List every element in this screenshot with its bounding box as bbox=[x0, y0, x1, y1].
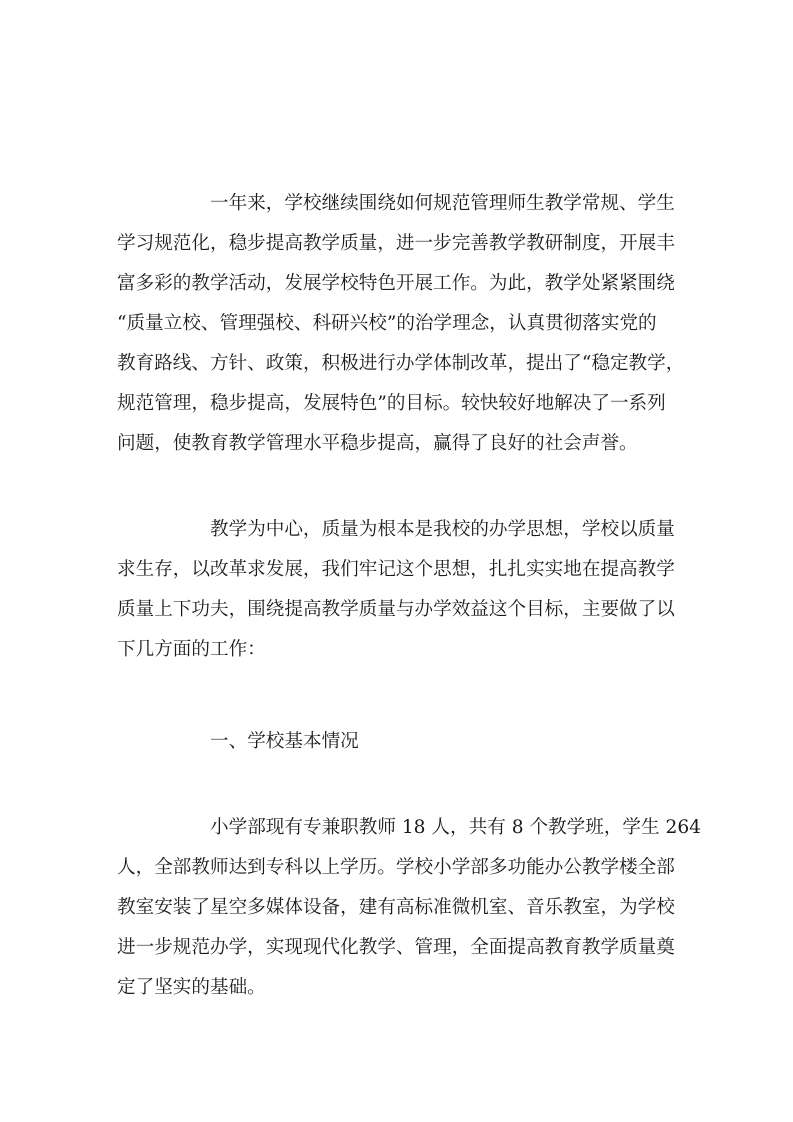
paragraph-intro bbox=[117, 184, 697, 464]
section-heading bbox=[117, 722, 697, 762]
text-line: 规范管理，稳步提高，发展特色”的目标。较快较好地解决了一系列 bbox=[117, 393, 666, 414]
paragraph-school-info bbox=[117, 808, 702, 1008]
text-line: 下几方面的工作： bbox=[117, 639, 266, 660]
text-line: 问题，使教育教学管理水平稳步提高，赢得了良好的社会声誉。 bbox=[117, 433, 638, 454]
text-line: 富多彩的教学活动，发展学校特色开展工作。为此，教学处紧紧围绕 bbox=[117, 273, 675, 294]
text-line: 求生存，以改革求发展，我们牢记这个思想，扎扎实实地在提高教学 bbox=[117, 559, 675, 580]
text-line: 一年来，学校继续围绕如何规范管理师生教学常规、学生 bbox=[210, 193, 675, 214]
paragraph-philosophy bbox=[117, 510, 697, 670]
text-line: 教育路线、方针、政策，积极进行办学体制改革，提出了“稳定教学， bbox=[117, 353, 685, 374]
text-line: 人，全部教师达到专科以上学历。学校小学部多功能办公教学楼全部 bbox=[117, 857, 675, 878]
text-line: 学习规范化，稳步提高教学质量，进一步完善教学教研制度，开展丰 bbox=[117, 233, 675, 254]
text-line: 质量上下功夫，围绕提高教学质量与办学效益这个目标，主要做了以 bbox=[117, 599, 675, 620]
text-line: 教室安装了星空多媒体设备，建有高标准微机室、音乐教室，为学校 bbox=[117, 897, 675, 918]
text-line: 小学部现有专兼职教师 18 人，共有 8 个教学班，学生 264 bbox=[210, 817, 702, 838]
heading-text: 一、学校基本情况 bbox=[210, 731, 359, 752]
text-line: 进一步规范办学，实现现代化教学、管理，全面提高教育教学质量奠 bbox=[117, 937, 675, 958]
text-line: 教学为中心，质量为根本是我校的办学思想，学校以质量 bbox=[210, 519, 675, 540]
text-line: “质量立校、管理强校、科研兴校”的治学理念，认真贯彻落实党的 bbox=[117, 313, 657, 334]
text-line: 定了坚实的基础。 bbox=[117, 977, 266, 998]
